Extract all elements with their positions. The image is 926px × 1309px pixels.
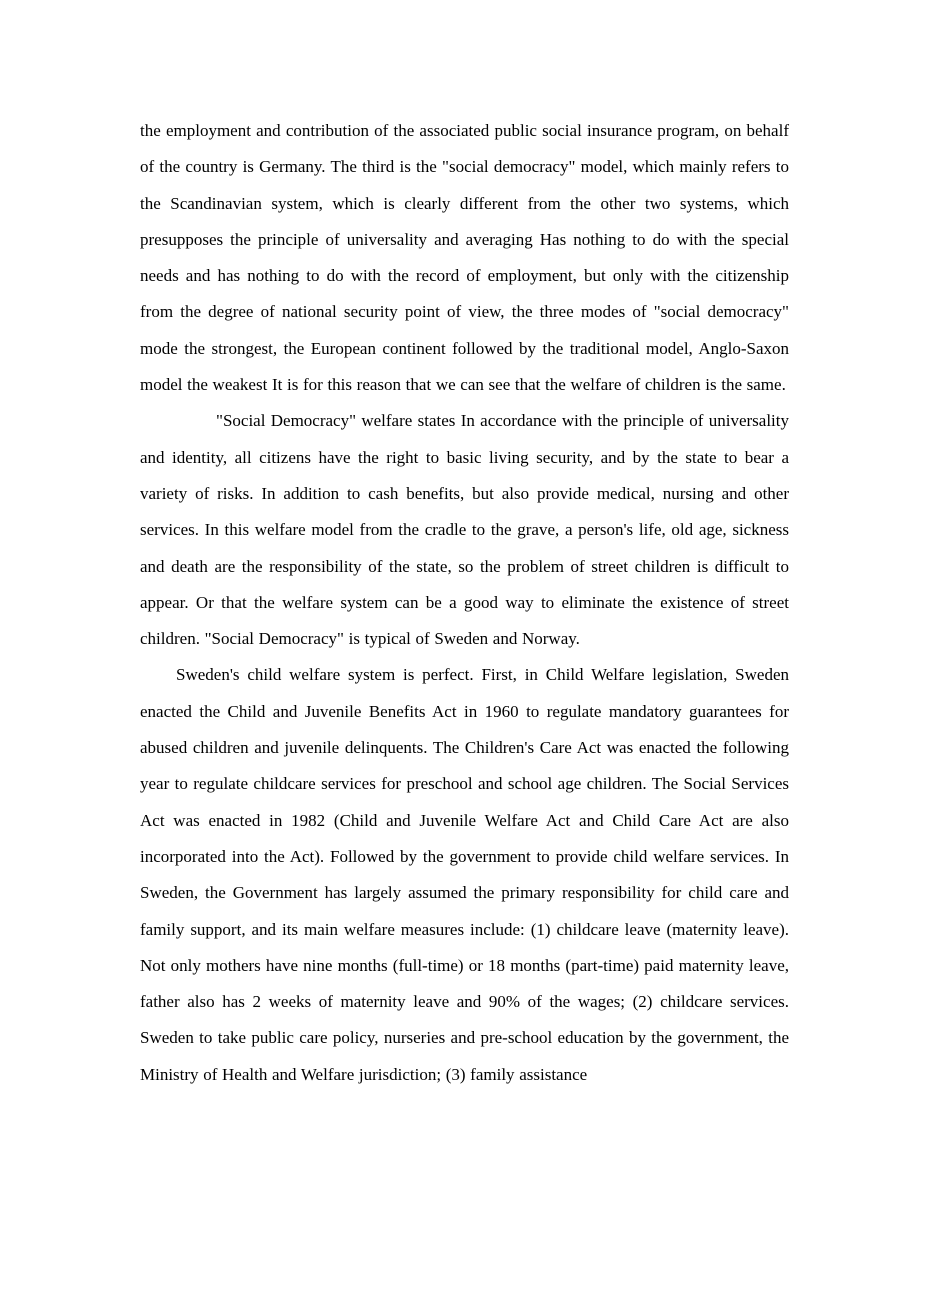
body-text bbox=[140, 113, 789, 1093]
paragraph-social-democracy: "Social Democracy" welfare states In accordance with the principle of universality and identity, all citizens have the right to basic living security, and by the state to bear a variety of risks. In addition to cash benefits, but also provide medical, nursing and other services. In this welfare model from the cradle to the grave, a person's life, old age, sickness and death are the responsibility of the state, so the problem of street children is difficult to appear. Or that the welfare system can be a good way to eliminate the existence of street children. "Social Democracy" is typical of Sweden and Norway. bbox=[140, 411, 789, 649]
paragraph-sweden-child-welfare: Sweden's child welfare system is perfect. First, in Child Welfare legislation, Sweden enacted the Child and Juvenile Benefits Act in 1960 to regulate mandatory guarantees for abused children and juvenile delinquents. The Children's Care Act was enacted the following year to regulate childcare services for preschool and school age children. The Social Services Act was enacted in 1982 (Child and Juvenile Welfare Act and Child Care Act are also incorporated into the Act). Followed by the government to provide child welfare services. In Sweden, the Government has largely assumed the primary responsibility for child care and family support, and its main welfare measures include: (1) childcare leave (maternity leave). Not only mothers have nine months (full-time) or 18 months (part-time) paid maternity leave, father also has 2 weeks of maternity leave and 90% of the wages; (2) childcare services. Sweden to take public care policy, nurseries and pre-school education by the government, the Ministry of Health and Welfare jurisdiction; (3) family assistance bbox=[140, 665, 789, 1084]
paragraph-continuation: the employment and contribution of the associated public social insurance program, on behalf of the country is Germany. The third is the "social democracy" model, which mainly refers to the Scandinavian system, which is clearly different from the other two systems, which presupposes the principle of universality and averaging Has nothing to do with the special needs and has nothing to do with the record of employment, but only with the citizenship from the degree of national security point of view, the three modes of "social democracy" mode the strongest, the European continent followed by the traditional model, Anglo-Saxon model the weakest It is for this reason that we can see that the welfare of children is the same. bbox=[140, 121, 789, 395]
